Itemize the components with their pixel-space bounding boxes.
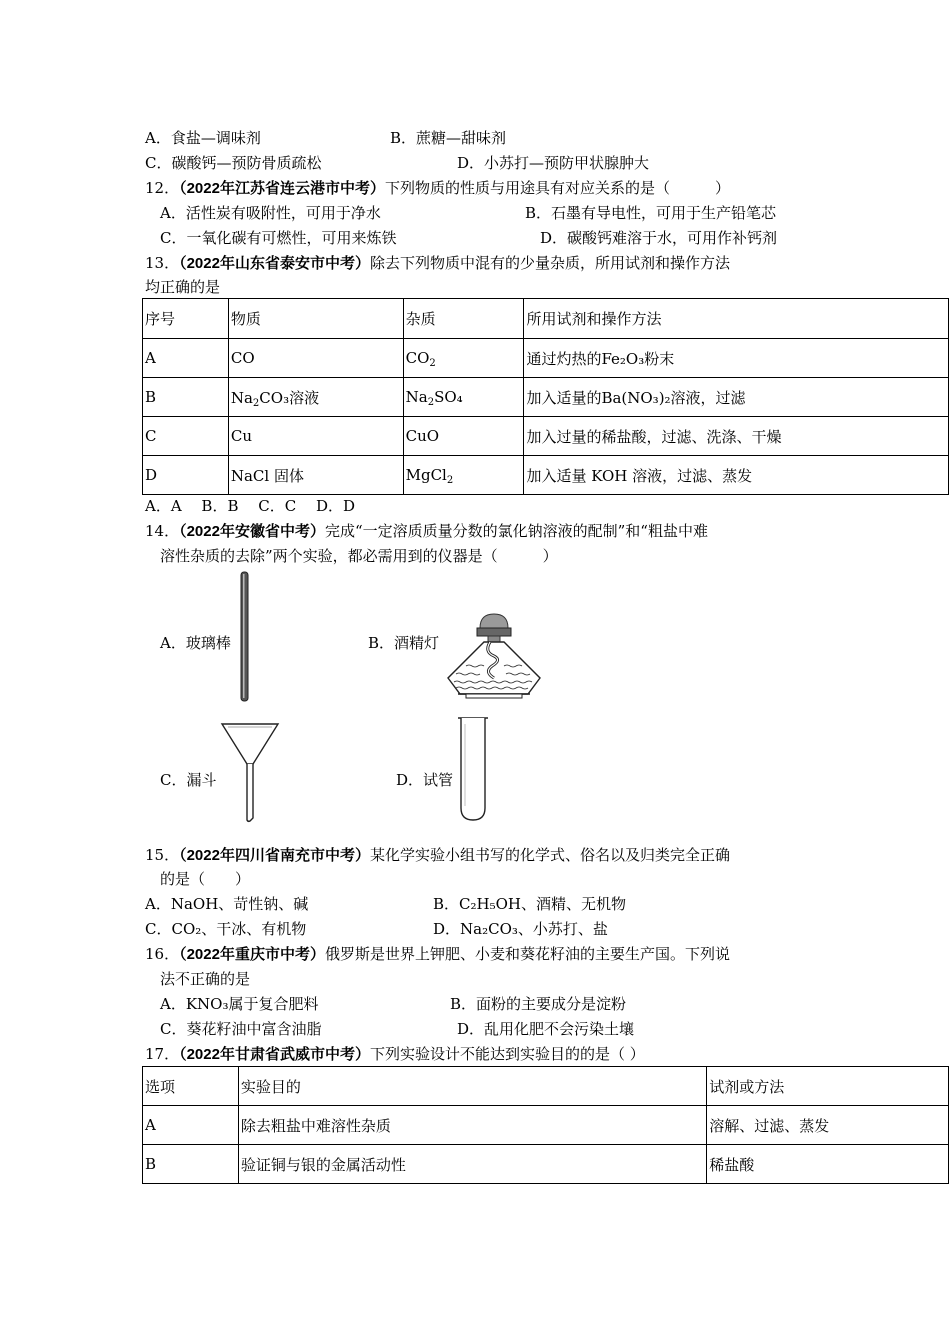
- q15-text-2: 的是（ ）: [160, 870, 251, 888]
- q15-option-b: B．C₂H₅OH、酒精、无机物: [433, 895, 626, 913]
- q17-header-cell: 试剂或方法: [707, 1067, 949, 1106]
- q14-stem: [145, 521, 708, 542]
- q14-number: 14．: [145, 522, 180, 540]
- row-method: 溶解、过滤、蒸发: [707, 1106, 949, 1145]
- q14-text-1: 完成“一定溶质质量分数的氯化钠溶液的配制”和“粗盐中难: [324, 522, 708, 540]
- q11-option-b: B．蔗糖—甜味剂: [390, 129, 507, 147]
- q11-option-a: A．食盐—调味剂: [145, 129, 261, 147]
- q14-option-c: C．漏斗: [160, 771, 217, 789]
- row-substance: Cu: [228, 417, 403, 456]
- q16-stem: [145, 944, 730, 965]
- glass-rod-icon: [238, 571, 252, 703]
- q13-text-2: 均正确的是: [145, 278, 221, 296]
- row-method: 稀盐酸: [707, 1145, 949, 1184]
- funnel-icon: [220, 720, 280, 824]
- q17-number: 17．: [145, 1045, 180, 1063]
- q11-option-d: D．小苏打—预防甲状腺肿大: [457, 154, 650, 172]
- q11-option-c: C．碳酸钙—预防骨质疏松: [145, 154, 322, 172]
- q17-header-row: [143, 1067, 949, 1106]
- row-impurity: $Na_2SO_4$: [403, 378, 524, 417]
- row-id: B: [143, 378, 229, 417]
- row-id: C: [143, 417, 229, 456]
- row-impurity: $CO_2$: [403, 339, 524, 378]
- q16-option-d: D．乱用化肥不会污染土壤: [457, 1020, 635, 1038]
- q17-text: 下列实验设计不能达到实验目的的是（ ）: [369, 1045, 645, 1063]
- q13-header-row: [143, 299, 949, 339]
- q14-option-b: B．酒精灯: [368, 634, 440, 652]
- row-method: 通过灼热的Fe₂O₃粉末: [524, 339, 949, 378]
- q13-header-cell: 所用试剂和操作方法: [524, 299, 949, 339]
- q12-option-b: B．石墨有导电性，可用于生产铅笔芯: [525, 204, 777, 222]
- row-id: A: [143, 339, 229, 378]
- table-row: [143, 1145, 949, 1184]
- q15-source: （2022年四川省南充市中考）: [179, 847, 370, 864]
- row-method: 加入适量的Ba(NO₃)₂溶液，过滤: [524, 378, 949, 417]
- row-substance: CO: [228, 339, 403, 378]
- q13-header-cell: 序号: [143, 299, 229, 339]
- table-row: [143, 417, 949, 456]
- row-id: A: [143, 1106, 239, 1145]
- q16-text-2: 法不正确的是: [160, 970, 251, 988]
- q14-option-d: D．试管: [396, 771, 454, 789]
- q13-header-cell: 杂质: [403, 299, 524, 339]
- q12-text: 下列物质的性质与用途具有对应关系的是（ ）: [384, 179, 730, 197]
- row-substance: $Na_2CO_3$溶液: [228, 378, 403, 417]
- row-goal: 除去粗盐中难溶性杂质: [238, 1106, 706, 1145]
- alcohol-lamp-icon: [446, 608, 546, 704]
- table-row: [143, 378, 949, 417]
- q12-source: （2022年江苏省连云港市中考）: [179, 180, 385, 197]
- row-method: 加入过量的稀盐酸，过滤、洗涤、干燥: [524, 417, 949, 456]
- q15-stem: [145, 845, 730, 866]
- q12-number: 12．: [145, 179, 180, 197]
- q16-option-b: B．面粉的主要成分是淀粉: [450, 995, 627, 1013]
- q12-stem: [145, 178, 730, 199]
- q12-option-d: D．碳酸钙难溶于水，可用作补钙剂: [540, 229, 778, 247]
- q17-table: [142, 1066, 949, 1184]
- q16-source: （2022年重庆市中考）: [179, 946, 325, 963]
- table-row: [143, 339, 949, 378]
- q13-text-1: 除去下列物质中混有的少量杂质，所用试剂和操作方法: [369, 254, 730, 272]
- q16-text-1: 俄罗斯是世界上钾肥、小麦和葵花籽油的主要生产国。下列说: [324, 945, 730, 963]
- q15-option-c: C．CO₂、干冰、有机物: [145, 920, 307, 938]
- q13-number: 13．: [145, 254, 180, 272]
- row-id: D: [143, 456, 229, 495]
- table-row: [143, 456, 949, 495]
- q17-stem: [145, 1044, 645, 1065]
- q12-option-a: A．活性炭有吸附性，可用于净水: [160, 204, 381, 222]
- q13-stem: [145, 253, 730, 274]
- q13-header-cell: 物质: [228, 299, 403, 339]
- q13-table: [142, 298, 949, 495]
- row-impurity: CuO: [403, 417, 524, 456]
- q15-option-d: D．Na₂CO₃、小苏打、盐: [433, 920, 608, 938]
- q15-option-a: A．NaOH、苛性钠、碱: [145, 895, 309, 913]
- test-tube-icon: [456, 714, 490, 824]
- q14-source: （2022年安徽省中考）: [179, 523, 325, 540]
- q16-option-c: C．葵花籽油中富含油脂: [160, 1020, 322, 1038]
- q16-number: 16．: [145, 945, 180, 963]
- q17-header-cell: 选项: [143, 1067, 239, 1106]
- row-impurity: MgCl$_2$: [403, 456, 524, 495]
- q15-text-1: 某化学实验小组书写的化学式、俗名以及归类完全正确: [369, 846, 730, 864]
- row-goal: 验证铜与银的金属活动性: [238, 1145, 706, 1184]
- row-method: 加入适量 KOH 溶液，过滤、蒸发: [524, 456, 949, 495]
- q13-source: （2022年山东省泰安市中考）: [179, 255, 370, 272]
- q15-number: 15．: [145, 846, 180, 864]
- q14-option-a: A．玻璃棒: [160, 634, 231, 652]
- q16-option-a: A．KNO₃属于复合肥料: [160, 995, 319, 1013]
- q14-text-2: 溶性杂质的去除”两个实验，都必需用到的仪器是（ ）: [160, 547, 558, 565]
- row-substance: NaCl 固体: [228, 456, 403, 495]
- q12-option-c: C．一氧化碳有可燃性，可用来炼铁: [160, 229, 397, 247]
- table-row: [143, 1106, 949, 1145]
- q17-source: （2022年甘肃省武威市中考）: [179, 1046, 370, 1063]
- q17-header-cell: 实验目的: [238, 1067, 706, 1106]
- q13-answer-options: A．A B．B C．C D．D: [145, 497, 356, 515]
- row-id: B: [143, 1145, 239, 1184]
